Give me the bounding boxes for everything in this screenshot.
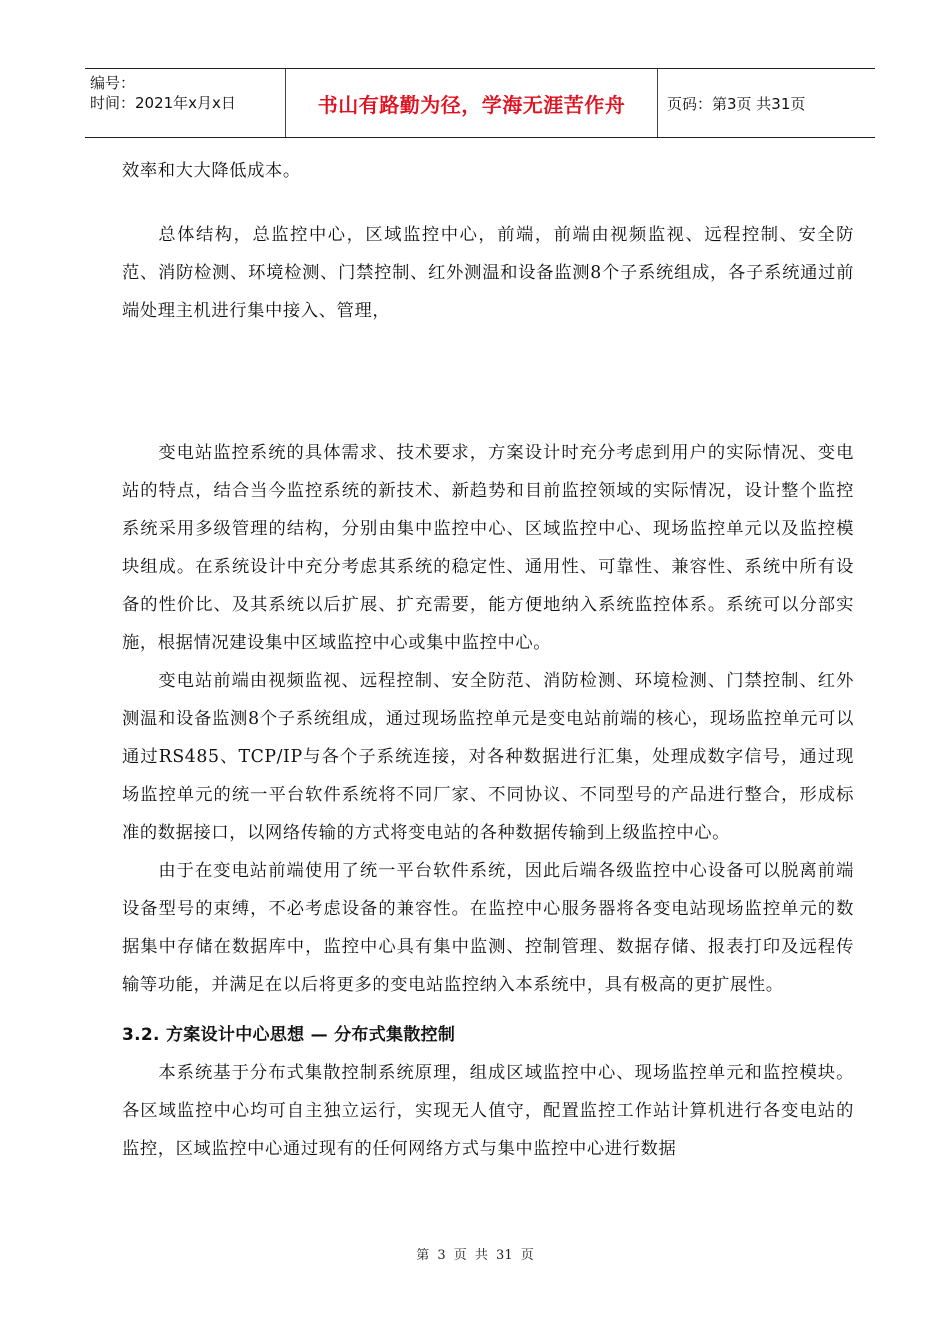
header-motto: 书山有路勤为径，学海无涯苦作舟: [317, 92, 626, 117]
header-meta: [90, 73, 285, 113]
header-page-info: 页码：第3页 共31页: [667, 94, 806, 113]
document-body: [122, 152, 854, 1168]
header-divider: [657, 69, 658, 137]
page-header: [85, 68, 875, 138]
paragraph: 由于在变电站前端使用了统一平台软件系统，因此后端各级监控中心设备可以脱离前端设备型号的束缚，不必考虑设备的兼容性。在监控中心服务器将各变电站现场监控单元的数据集中存储在数据库中，监控中心具有集中监测、控制管理、数据存储、报表打印及远程传输等功能，并满足在以后将更多的变电站监控纳入本系统中，具有极高的更扩展性。: [122, 861, 854, 995]
paragraph: 总体结构，总监控中心，区域监控中心，前端，前端由视频监视、远程控制、安全防范、消防检测、环境检测、门禁控制、红外测温和设备监测8个子系统组成，各子系统通过前端处理主机进行集中接入、管理，: [122, 225, 854, 321]
paragraph: 变电站监控系统的具体需求、技术要求，方案设计时充分考虑到用户的实际情况、变电站的特点，结合当今监控系统的新技术、新趋势和目前监控领域的实际情况，设计整个监控系统采用多级管理的结构，分别由集中监控中心、区域监控中心、现场监控单元以及监控模块组成。在系统设计中充分考虑其系统的稳定性、通用性、可靠性、兼容性、系统中所有设备的性价比、及其系统以后扩展、扩充需要，能方便地纳入系统监控体系。系统可以分部实施，根据情况建设集中区域监控中心或集中监控中心。: [122, 443, 854, 653]
section-heading: 3.2. 方案设计中心思想 — 分布式集散控制: [122, 1025, 456, 1045]
paragraph: 本系统基于分布式集散控制系统原理，组成区域监控中心、现场监控单元和监控模块。各区域监控中心均可自主独立运行，实现无人值守，配置监控工作站计算机进行各变电站的监控，区域监控中心通过现有的任何网络方式与集中监控中心进行数据: [122, 1063, 854, 1159]
page-footer: 第 3 页 共 31 页: [416, 1248, 534, 1263]
paragraph: 变电站前端由视频监视、远程控制、安全防范、消防检测、环境检测、门禁控制、红外测温和设备监测8个子系统组成，通过现场监控单元是变电站前端的核心，现场监控单元可以通过RS485、TCP/IP与各个子系统连接，对各种数据进行汇集，处理成数字信号，通过现场监控单元的统一平台软件系统将不同厂家、不同协议、不同型号的产品进行整合，形成标准的数据接口，以网络传输的方式将变电站的各种数据传输到上级监控中心。: [122, 671, 854, 843]
doc-number-label: 编号：: [90, 74, 136, 92]
date-label: 时间：2021年x月x日: [90, 94, 236, 112]
paragraph: 效率和大大降低成本。: [122, 161, 301, 181]
